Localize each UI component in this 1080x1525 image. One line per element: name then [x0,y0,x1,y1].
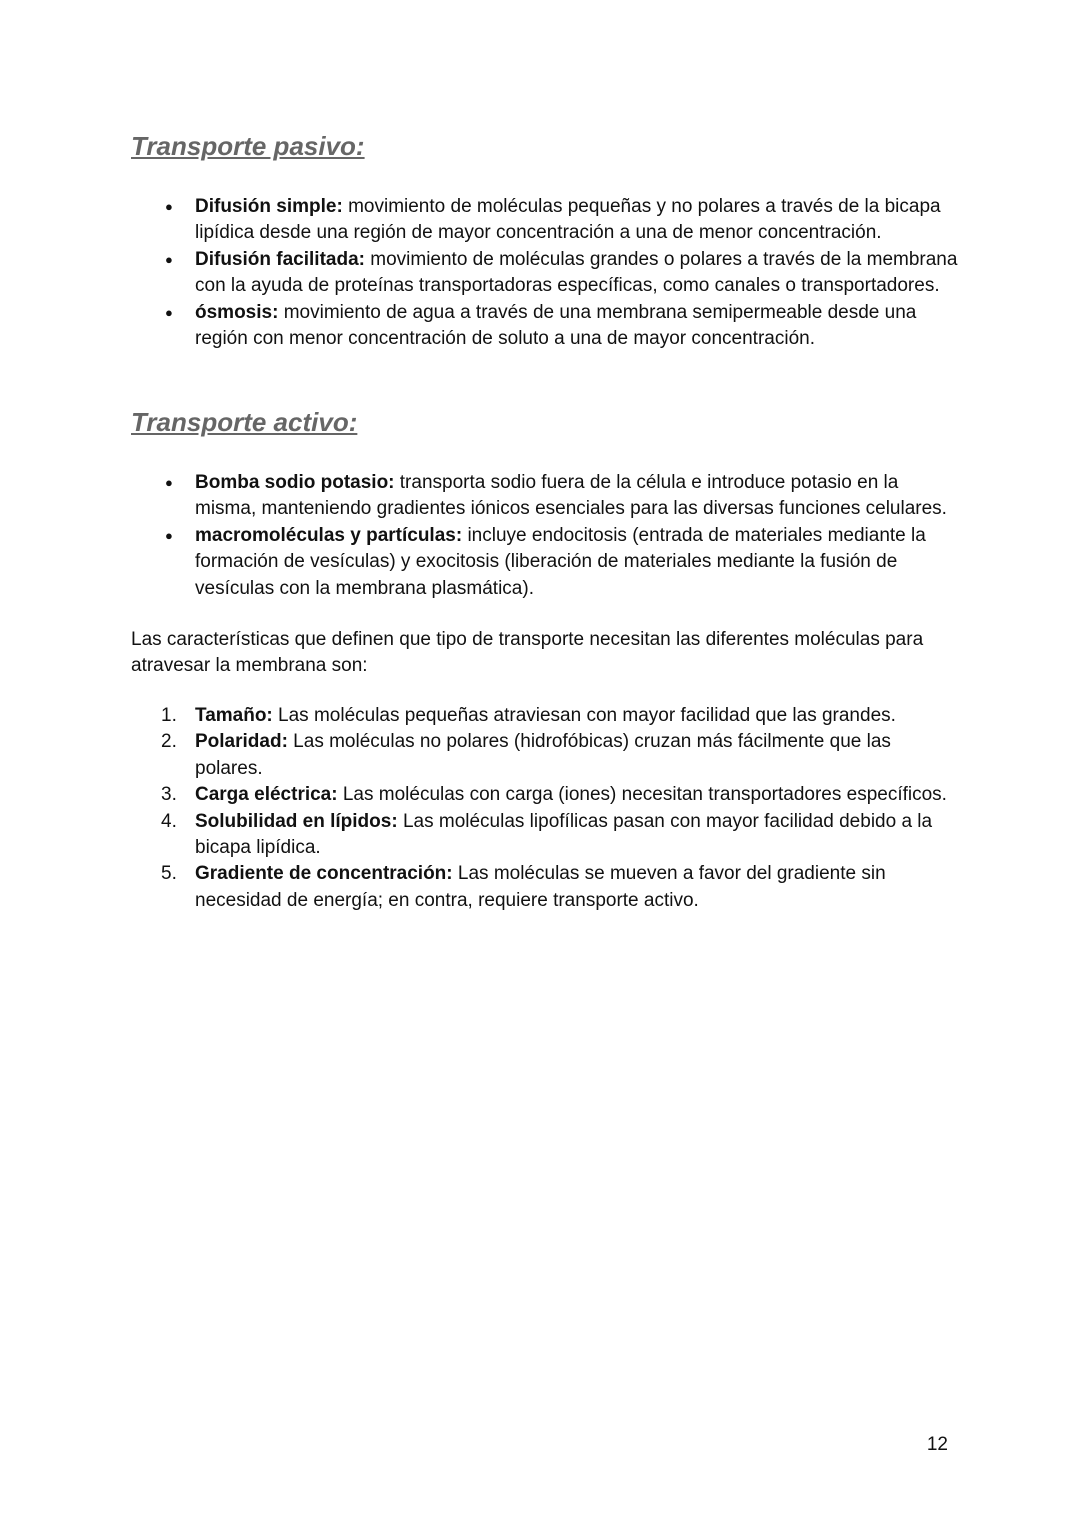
list-item-term: Solubilidad en lípidos: [195,810,398,832]
list-item [131,782,961,808]
list-item [131,194,961,247]
list-item-term: Difusión simple: [195,196,343,217]
list-item-text: movimiento de moléculas grandes o polares a través de la membrana con la ayuda de proteínas transportadoras específicas, como canales o transportadores. [195,248,958,297]
list-item-text: Las moléculas lipofílicas pasan con mayor facilidad debido a la bicapa lipídica. [195,810,933,859]
list-item [131,703,961,729]
list-item-text: Las moléculas con carga (iones) necesitan transportadores específicos. [337,784,947,806]
list-item [131,861,961,914]
bullet-icon: ● [165,304,173,320]
list-item [131,809,961,862]
list-number: 3. [161,784,177,806]
active-transport-list-container [131,470,961,602]
intro-paragraph: Las características que definen que tipo de transporte necesitan las diferentes moléculas para atravesar la membrana son: [131,629,924,677]
list-item-term: Carga eléctrica: [195,784,338,806]
list-item-text: Las moléculas se mueven a favor del gradiente sin necesidad de energía; en contra, requiere transporte activo. [195,863,886,911]
list-item-text: transporta sodio fuera de la célula e introduce potasio en la misma, manteniendo gradientes iónicos esenciales para las diversas funciones celulares. [195,472,947,520]
list-item-term: Polaridad: [195,731,288,753]
list-number: 5. [161,863,177,885]
list-item-term: Tamaño: [195,705,273,726]
list-item-term: macromoléculas y partículas: [195,524,463,546]
list-number: 2. [161,731,177,753]
list-item-term: Bomba sodio potasio: [195,472,395,493]
list-item-text: incluye endocitosis (entrada de materiales mediante la formación de vesículas) y exocitosis (liberación de materiales mediante la fusión de vesículas con la membrana plasmática). [195,524,926,599]
bullet-icon: ● [165,527,173,543]
passive-transport-list [131,194,961,352]
passive-transport-list-container [131,194,961,352]
characteristics-list-container [131,703,961,914]
page-number: 12 [926,1434,948,1455]
list-item-text: movimiento de agua a través de una membrana semipermeable desde una región con menor concentración de soluto a una de mayor concentración. [195,301,917,350]
list-item [131,523,961,602]
list-item-term: Difusión facilitada: [195,248,365,270]
bullet-icon: ● [165,251,173,267]
bullet-icon: ● [165,475,173,490]
characteristics-list [131,703,961,914]
list-item-text: Las moléculas pequeñas atraviesan con mayor facilidad que las grandes. [272,705,896,726]
list-item [131,300,961,353]
heading-transporte-activo: Transporte activo: [131,407,358,437]
list-item-text: movimiento de moléculas pequeñas y no polares a través de la bicapa lipídica desde una región de mayor concentración a una de menor concentración. [195,196,941,244]
heading-transporte-pasivo: Transporte pasivo: [131,131,365,161]
list-item-text: Las moléculas no polares (hidrofóbicas) cruzan más fácilmente que las polares. [195,731,891,779]
list-item-term: ósmosis: [195,301,279,323]
bullet-icon: ● [165,199,173,214]
list-item [131,247,961,300]
list-item [131,729,961,782]
active-transport-list [131,470,961,602]
list-item-term: Gradiente de concentración: [195,863,453,885]
list-number: 1. [161,705,177,726]
list-item [131,470,961,523]
list-number: 4. [161,810,177,832]
